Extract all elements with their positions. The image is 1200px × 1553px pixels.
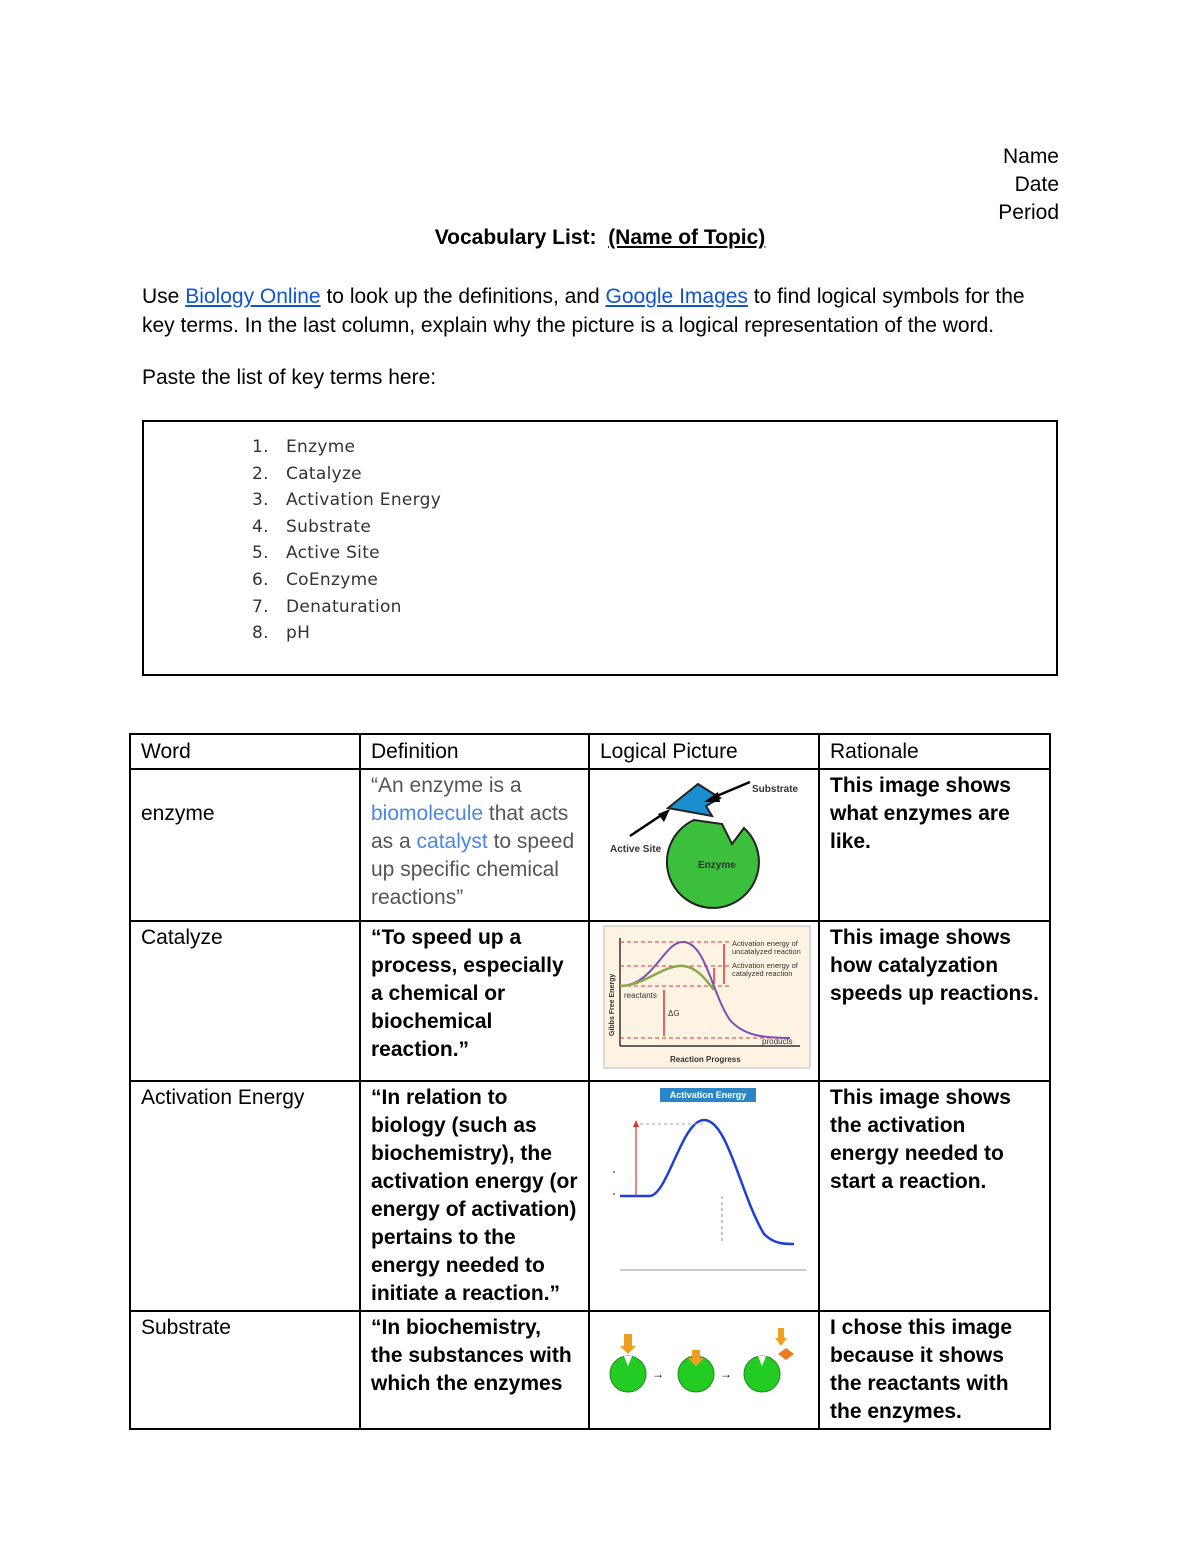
list-item: 7. Denaturation: [252, 596, 402, 617]
biomolecule-link[interactable]: biomolecule: [371, 802, 484, 825]
rationale-cell: This image shows what enzymes are like.: [819, 769, 1050, 921]
table-row: [130, 1081, 1050, 1311]
catalyze-graph: [594, 924, 814, 1070]
picture-cell: [589, 921, 819, 1081]
page-title: [0, 226, 1200, 250]
title-prefix: Vocabulary List:: [434, 226, 597, 249]
name-label: Name: [1002, 145, 1059, 168]
svg-text:Enzyme: Enzyme: [698, 860, 736, 871]
svg-text:uncatalyzed reaction: uncatalyzed reaction: [732, 947, 801, 956]
rationale-cell: This image shows how catalyzation speeds up reactions.: [819, 921, 1050, 1081]
svg-text:reactants: reactants: [624, 991, 657, 1000]
svg-text:products: products: [762, 1037, 793, 1046]
list-item: 1. Enzyme: [252, 437, 356, 457]
svg-text:Substrate: Substrate: [752, 784, 799, 795]
header-rationale: Rationale: [819, 734, 1050, 769]
word-cell: Activation Energy: [130, 1081, 360, 1311]
picture-cell: [589, 1081, 819, 1311]
list-item: 6. CoEnzyme: [252, 569, 379, 590]
picture-cell: [589, 769, 819, 921]
table-row: [130, 1311, 1050, 1429]
header-picture: Logical Picture: [589, 734, 819, 769]
definition-cell: “An enzyme is a biomolecule that acts as a catalyst to speed up specific chemical reactions”: [360, 769, 589, 921]
rationale-cell: This image shows the activation energy needed to start a reaction.: [819, 1081, 1050, 1311]
header-fields: [998, 143, 1059, 227]
svg-text:Activation Energy: Activation Energy: [669, 1090, 747, 1100]
instr-rest: to find logical symbols for the key terms. In the last column, explain why the picture is a logical representation of the word.: [142, 285, 1025, 337]
substrate-diagram: [594, 1314, 814, 1414]
vocab-table: [129, 733, 1051, 1430]
list-item: 5. Active Site: [252, 543, 380, 564]
word-cell: Substrate: [130, 1311, 360, 1429]
google-images-link[interactable]: Google Images: [605, 285, 748, 308]
list-item: 4. Substrate: [252, 516, 372, 537]
svg-text:ΔG: ΔG: [668, 1009, 680, 1018]
enzyme-diagram: [594, 772, 814, 910]
definition-cell: “In biochemistry, the substances with which the enzymes: [360, 1311, 589, 1429]
definition-cell: “In relation to biology (such as biochemistry), the activation energy (or energy of activation) pertains to the energy needed to initiate a reaction.”: [360, 1081, 589, 1311]
activation-energy-graph: [594, 1084, 814, 1284]
paste-label: Paste the list of key terms here:: [142, 366, 437, 389]
catalyst-link[interactable]: catalyst: [416, 830, 488, 853]
definition-cell: “To speed up a process, especially a chemical or biochemical reaction.”: [360, 921, 589, 1081]
key-terms-list: [252, 434, 441, 647]
title-topic: (Name of Topic): [608, 226, 766, 249]
instr-mid: to look up the definitions, and: [326, 285, 600, 308]
date-label: Date: [1014, 173, 1059, 196]
svg-text:Active Site: Active Site: [610, 844, 662, 855]
svg-text:→: →: [720, 1367, 732, 1381]
header-definition: Definition: [360, 734, 589, 769]
rationale-cell: I chose this image because it shows the reactants with the enzymes.: [819, 1311, 1050, 1429]
svg-text:Activation energy of: Activation energy of: [732, 939, 798, 948]
table-row: [130, 769, 1050, 921]
header-word: Word: [130, 734, 360, 769]
word-cell: Catalyze: [130, 921, 360, 1081]
svg-text:Reaction Progress: Reaction Progress: [670, 1055, 741, 1064]
table-row: [130, 921, 1050, 1081]
period-label: Period: [998, 201, 1059, 224]
svg-text:Gibbs Free Energy: Gibbs Free Energy: [609, 973, 616, 1036]
svg-text:Activation energy of: Activation energy of: [732, 961, 798, 970]
key-terms-box[interactable]: [142, 420, 1058, 676]
svg-text:→: →: [652, 1367, 664, 1381]
picture-cell: [589, 1311, 819, 1429]
list-item: 8. pH: [252, 623, 311, 644]
word-cell: enzyme: [130, 769, 360, 921]
biology-online-link[interactable]: Biology Online: [185, 285, 321, 308]
instr-use: Use: [142, 285, 180, 308]
table-header-row: [130, 734, 1050, 769]
svg-text:catalyzed reaction: catalyzed reaction: [732, 969, 793, 978]
list-item: 2. Catalyze: [252, 463, 362, 484]
instructions: [142, 282, 1062, 340]
list-item: 3. Activation Energy: [252, 490, 442, 511]
